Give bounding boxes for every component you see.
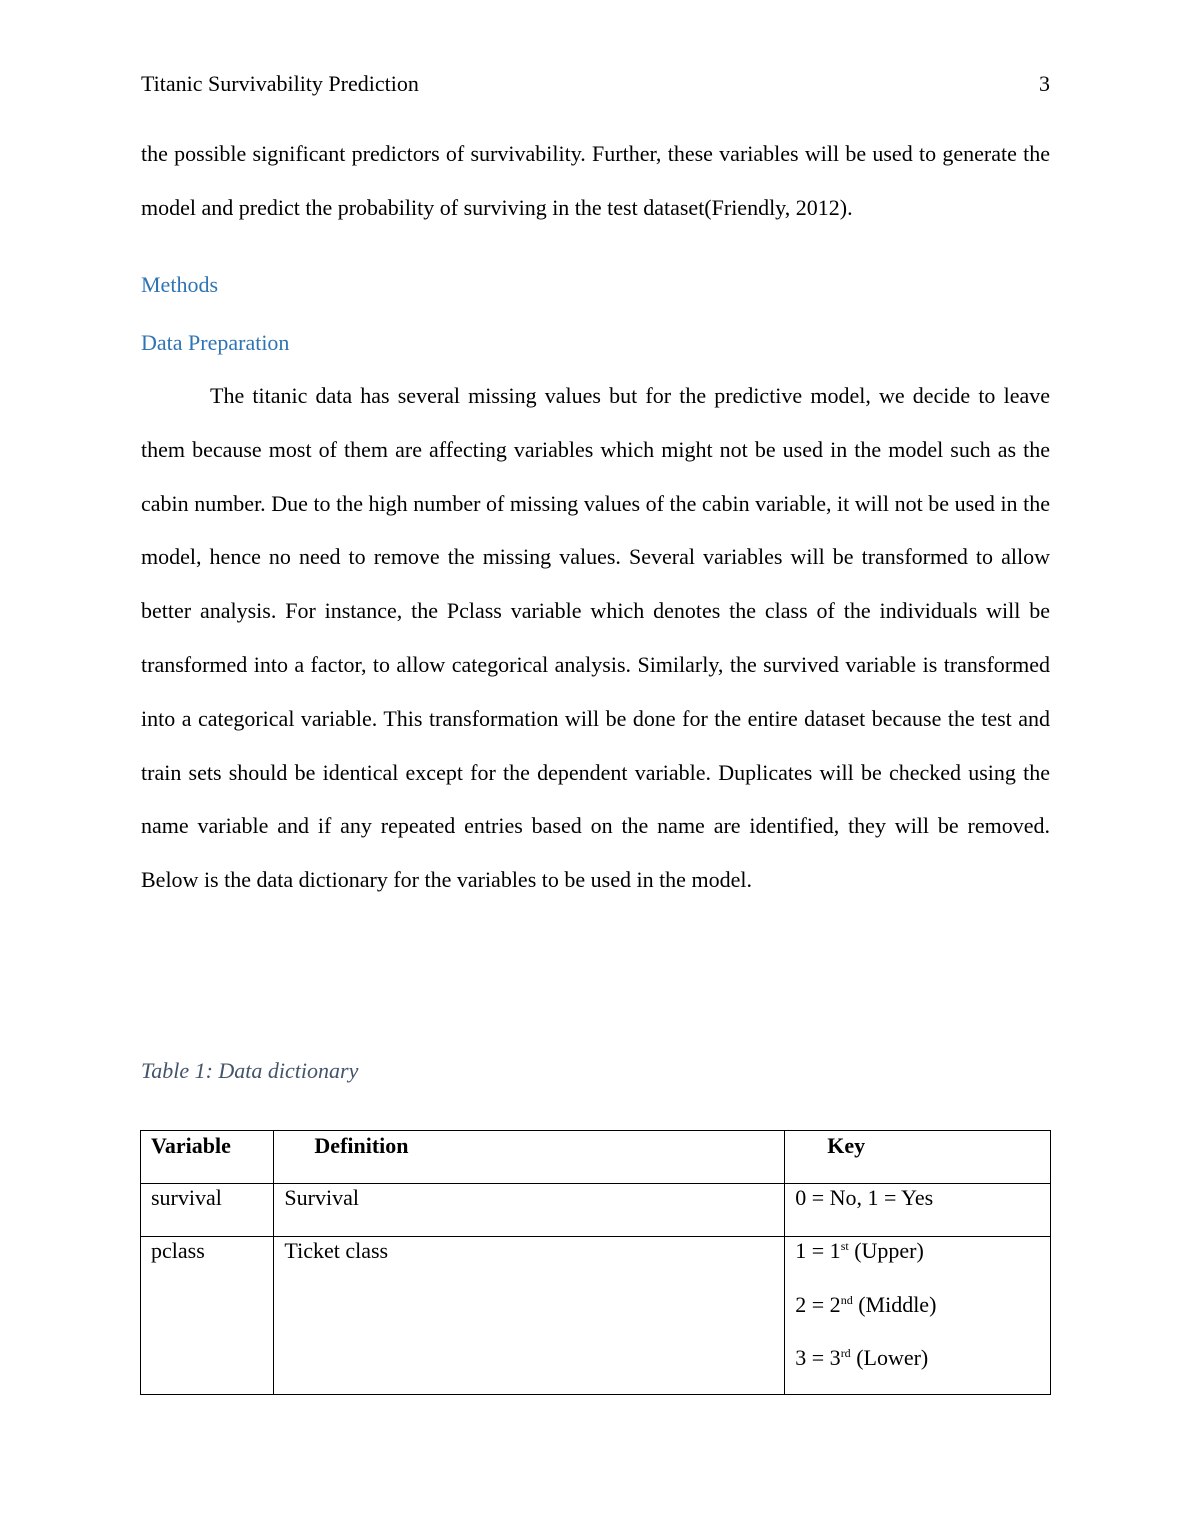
data-preparation-heading: Data Preparation (141, 330, 290, 355)
key-label: (Middle) (852, 1291, 937, 1317)
table-header-row (141, 1131, 1051, 1184)
cell-variable: pclass (141, 1237, 274, 1395)
key-text: 1 = 1 (795, 1238, 841, 1263)
key-line (795, 1344, 1040, 1372)
cell-key (785, 1237, 1051, 1395)
ordinal-suffix: nd (840, 1292, 853, 1307)
key-label: (Lower) (850, 1345, 929, 1371)
cell-definition: Ticket class (274, 1237, 785, 1395)
cell-key (785, 1184, 1051, 1237)
table-row (141, 1184, 1051, 1237)
key-text: 2 = 2 (795, 1291, 841, 1317)
ordinal-suffix: rd (840, 1346, 851, 1361)
key-text: 0 = No, 1 = Yes (795, 1185, 934, 1210)
table-caption: Table 1: Data dictionary (141, 1058, 359, 1083)
key-label: (Upper) (848, 1238, 924, 1263)
cell-definition: Survival (274, 1184, 785, 1237)
methods-heading: Methods (141, 272, 218, 297)
table-row (141, 1237, 1051, 1395)
data-preparation-paragraph: The titanic data has several missing values but for the predictive model, we decide to leave them because most of them are affecting variables which might not be used in the model such as the cabin number. Due to the high number of missing values of the cabin variable, it will not be used in the model, hence no need to remove the missing values. Several variables will be transformed to allow better analysis. For instance, the Pclass variable which denotes the class of the individuals will be transformed into a factor, to allow categorical analysis. Similarly, the survived variable is transformed into a categorical variable. This transformation will be done for the entire dataset because the test and train sets should be identical except for the dependent variable. Duplicates will be checked using the name variable and if any repeated entries based on the name are identified, they will be removed. Below is the data dictionary for the variables to be used in the model. (141, 383, 1050, 893)
header-variable: Variable (141, 1131, 274, 1184)
key-line (795, 1291, 1040, 1319)
page-number: 3 (1039, 71, 1050, 96)
running-title: Titanic Survivability Prediction (141, 71, 419, 96)
ordinal-suffix: st (840, 1239, 849, 1253)
data-dictionary-table (140, 1130, 1051, 1395)
cell-variable: survival (141, 1184, 274, 1237)
intro-continuation-paragraph: the possible significant predictors of survivability. Further, these variables will be used to generate the model and predict the probability of surviving in the test dataset(Friendly, 2012). (141, 141, 1050, 220)
key-line (795, 1237, 1040, 1265)
header-definition: Definition (274, 1131, 785, 1184)
key-line (795, 1184, 1040, 1212)
header-key: Key (785, 1131, 1051, 1184)
key-text: 3 = 3 (795, 1345, 841, 1371)
